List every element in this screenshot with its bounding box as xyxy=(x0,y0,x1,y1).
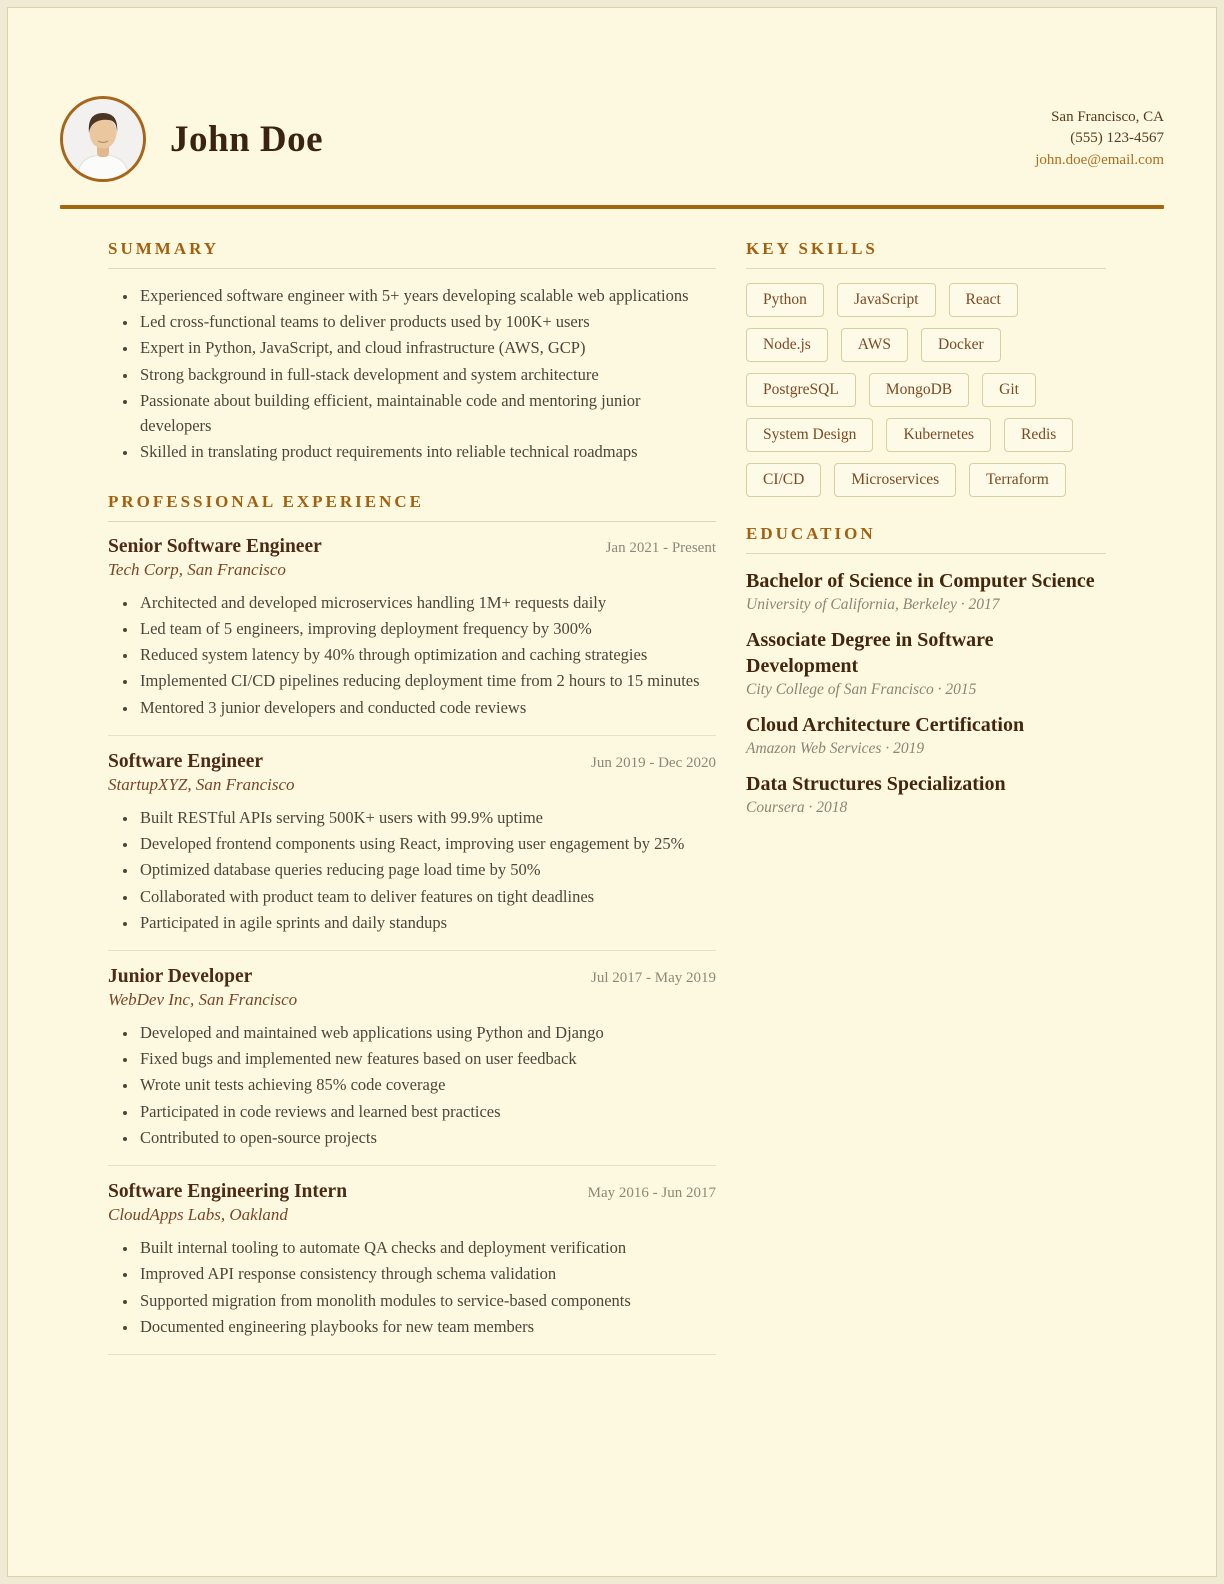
job-dates: Jan 2021 - Present xyxy=(605,539,716,556)
job-entry xyxy=(108,1181,716,1355)
contact-phone: (555) 123-4567 xyxy=(1070,130,1164,147)
education-degree: Data Structures Specialization xyxy=(746,773,1006,795)
skill-chip: Python xyxy=(746,283,824,317)
job-bullet: • Participated in agile sprints and daily standups xyxy=(138,910,716,935)
skills-heading: KEY SKILLS xyxy=(746,239,1106,269)
job-bullets xyxy=(108,805,716,935)
person-name: John Doe xyxy=(170,118,324,160)
job-company: WebDev Inc, San Francisco xyxy=(108,989,298,1009)
resume-page xyxy=(7,7,1217,1577)
skill-chip: Microservices xyxy=(834,463,956,497)
job-bullet: • Wrote unit tests achieving 85% code coverage xyxy=(138,1072,716,1097)
header-divider xyxy=(60,205,1164,209)
education-degree: Bachelor of Science in Computer Science xyxy=(746,570,1095,592)
job-bullet: • Fixed bugs and implemented new features based on user feedback xyxy=(138,1046,716,1071)
job-title: Software Engineering Intern xyxy=(108,1181,348,1203)
skill-chip: JavaScript xyxy=(837,283,936,317)
skill-chip: AWS xyxy=(841,328,908,362)
avatar xyxy=(60,96,146,182)
education-school: University of California, Berkeley · 2017 xyxy=(746,596,1000,613)
right-column xyxy=(746,239,1106,1382)
job-dates: Jul 2017 - May 2019 xyxy=(591,969,716,986)
education-degree: Associate Degree in Software Development xyxy=(746,629,994,677)
skill-chip: Git xyxy=(982,373,1036,407)
job-bullet: • Developed and maintained web applications using Python and Django xyxy=(138,1020,716,1045)
job-separator xyxy=(108,950,716,951)
job-title: Junior Developer xyxy=(108,965,253,987)
education-school: City College of San Francisco · 2015 xyxy=(746,681,977,698)
skill-chip: Terraform xyxy=(969,463,1066,497)
skill-chip: PostgreSQL xyxy=(746,373,856,407)
job-title: Senior Software Engineer xyxy=(108,535,322,557)
skill-chip: React xyxy=(949,283,1018,317)
skill-chip: Kubernetes xyxy=(886,418,991,452)
education-school: Coursera · 2018 xyxy=(746,799,848,816)
job-bullet: • Collaborated with product team to deliver features on tight deadlines xyxy=(138,884,716,909)
skill-chip: Redis xyxy=(1004,418,1073,452)
summary-item: • Expert in Python, JavaScript, and cloud infrastructure (AWS, GCP) xyxy=(138,335,716,360)
summary-section xyxy=(108,239,716,465)
job-company: CloudApps Labs, Oakland xyxy=(108,1205,288,1225)
job-bullet: • Optimized database queries reducing page load time by 50% xyxy=(138,857,716,882)
job-entry xyxy=(108,966,716,1166)
job-bullet: • Supported migration from monolith modules to service-based components xyxy=(138,1288,716,1313)
education-degree: Cloud Architecture Certification xyxy=(746,714,1025,736)
summary-item: • Experienced software engineer with 5+ years developing scalable web applications xyxy=(138,283,716,308)
summary-item: • Skilled in translating product requirements into reliable technical roadmaps xyxy=(138,439,716,464)
education-entry xyxy=(746,771,1106,817)
resume-header xyxy=(60,96,1164,182)
education-heading: EDUCATION xyxy=(746,524,1106,554)
job-bullet: • Developed frontend components using React, improving user engagement by 25% xyxy=(138,831,716,856)
job-bullet: • Contributed to open-source projects xyxy=(138,1125,716,1150)
skill-chip: Node.js xyxy=(746,328,828,362)
job-company: StartupXYZ, San Francisco xyxy=(108,774,295,794)
job-entry xyxy=(108,751,716,951)
summary-item: • Led cross-functional teams to deliver products used by 100K+ users xyxy=(138,309,716,334)
job-header xyxy=(108,751,716,773)
job-bullet: • Documented engineering playbooks for new team members xyxy=(138,1314,716,1339)
job-bullet: • Participated in code reviews and learned best practices xyxy=(138,1099,716,1124)
job-separator xyxy=(108,735,716,736)
job-entry xyxy=(108,536,716,736)
summary-list xyxy=(108,283,716,465)
contact-location: San Francisco, CA xyxy=(1051,109,1164,126)
job-bullet: • Mentored 3 junior developers and conducted code reviews xyxy=(138,695,716,720)
summary-heading: SUMMARY xyxy=(108,239,716,269)
job-bullets xyxy=(108,590,716,720)
job-header xyxy=(108,1181,716,1203)
education-entry xyxy=(746,627,1106,699)
job-bullet: • Architected and developed microservices handling 1M+ requests daily xyxy=(138,590,716,615)
job-header xyxy=(108,536,716,558)
job-bullet: • Reduced system latency by 40% through optimization and caching strategies xyxy=(138,642,716,667)
job-separator xyxy=(108,1354,716,1355)
job-title: Software Engineer xyxy=(108,750,264,772)
education-section xyxy=(746,524,1106,817)
profile-photo-illustration xyxy=(63,99,143,179)
contact-block xyxy=(1035,107,1164,171)
skill-chip: System Design xyxy=(746,418,873,452)
job-dates: May 2016 - Jun 2017 xyxy=(587,1185,716,1202)
job-bullets xyxy=(108,1020,716,1150)
contact-email-link[interactable]: john.doe@email.com xyxy=(1035,151,1164,168)
skill-chip: MongoDB xyxy=(869,373,969,407)
job-dates: Jun 2019 - Dec 2020 xyxy=(591,754,716,771)
education-entry xyxy=(746,568,1106,614)
skill-chip: Docker xyxy=(921,328,1001,362)
skills-section xyxy=(746,239,1106,497)
job-bullet: • Built RESTful APIs serving 500K+ users with 99.9% uptime xyxy=(138,805,716,830)
left-column xyxy=(108,239,716,1382)
experience-section xyxy=(108,492,716,1355)
education-school: Amazon Web Services · 2019 xyxy=(746,740,925,757)
summary-item: • Passionate about building efficient, maintainable code and mentoring junior developers xyxy=(138,388,716,438)
skills-chip-list xyxy=(746,283,1106,497)
job-company: Tech Corp, San Francisco xyxy=(108,559,286,579)
summary-item: • Strong background in full-stack development and system architecture xyxy=(138,362,716,387)
job-bullet: • Implemented CI/CD pipelines reducing deployment time from 2 hours to 15 minutes xyxy=(138,668,716,693)
job-separator xyxy=(108,1165,716,1166)
job-header xyxy=(108,966,716,988)
job-bullet: • Built internal tooling to automate QA checks and deployment verification xyxy=(138,1235,716,1260)
experience-heading: PROFESSIONAL EXPERIENCE xyxy=(108,492,716,522)
job-bullets xyxy=(108,1235,716,1339)
education-entry xyxy=(746,712,1106,758)
skill-chip: CI/CD xyxy=(746,463,821,497)
job-bullet: • Improved API response consistency through schema validation xyxy=(138,1261,716,1286)
content-columns xyxy=(60,239,1164,1382)
job-bullet: • Led team of 5 engineers, improving deployment frequency by 300% xyxy=(138,616,716,641)
